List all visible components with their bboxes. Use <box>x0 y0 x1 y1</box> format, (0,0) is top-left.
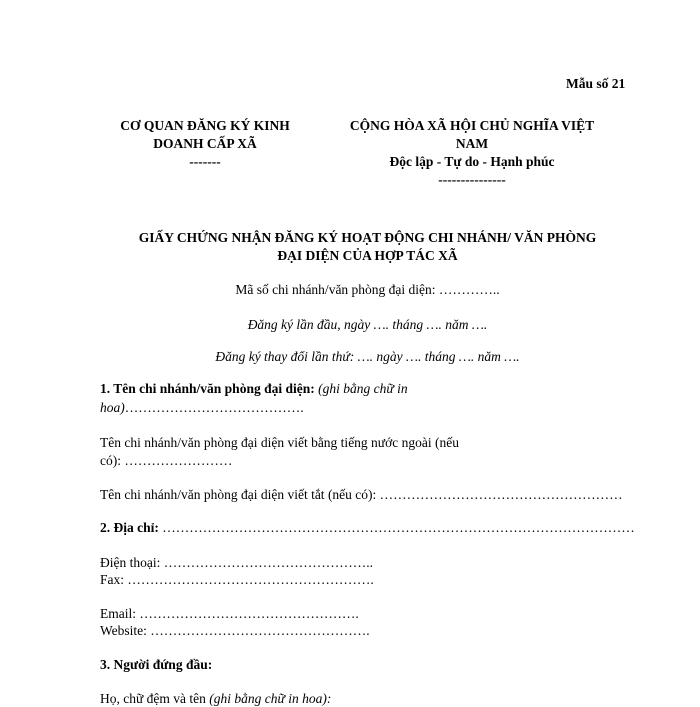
nation-line-2: NAM <box>455 136 489 151</box>
section1-note: (ghi bằng chữ in <box>318 381 408 396</box>
change-registration-line: Đăng ký thay đổi lần thứ: …. ngày …. tháng …. năm …. <box>215 349 520 364</box>
title-line-2: ĐẠI DIỆN CỦA HỢP TÁC XÃ <box>277 248 458 263</box>
section1-heading: 1. Tên chi nhánh/văn phòng đại diện: <box>100 381 315 396</box>
email-line: Email: …………………………………………. <box>100 606 359 621</box>
nation-line-1: CỘNG HÒA XÃ HỘI CHỦ NGHĨA VIỆT <box>349 118 595 133</box>
branch-code-line: Mã số chi nhánh/văn phòng đại diện: ………….. <box>235 282 500 297</box>
section1-name-dots: …………………………………. <box>124 400 304 415</box>
document-title <box>80 229 655 265</box>
fax-line: Fax: ………………………………………………. <box>100 572 374 587</box>
foreign-name-line-2: có): …………………… <box>100 453 233 468</box>
address-dots: …………………………………………………………………………………………… <box>162 520 635 535</box>
leader-name-label: Họ, chữ đệm và tên <box>100 691 206 706</box>
section1-name-line <box>100 400 304 416</box>
abbreviated-name-line: Tên chi nhánh/văn phòng đại diện viết tắt (nếu có): ……………………………………………… <box>100 487 623 502</box>
section3-heading: 3. Người đứng đầu: <box>100 657 213 672</box>
national-header <box>322 117 622 189</box>
agency-rule: ------- <box>189 154 221 169</box>
first-registration-line: Đăng ký lần đầu, ngày …. tháng …. năm …. <box>247 317 488 332</box>
agency-line-1: CƠ QUAN ĐĂNG KÝ KINH <box>120 118 290 133</box>
section1-note-cont: hoa) <box>100 400 125 415</box>
issuing-agency <box>100 117 310 171</box>
leader-name-line <box>100 691 331 707</box>
nation-rule: --------------- <box>438 172 506 187</box>
address-line <box>100 520 635 536</box>
leader-name-note: (ghi bằng chữ in hoa): <box>209 691 332 706</box>
foreign-name-line-1: Tên chi nhánh/văn phòng đại diện viết bằng tiếng nước ngoài (nếu <box>100 435 459 450</box>
agency-line-2: DOANH CẤP XÃ <box>153 136 257 151</box>
section1-heading-line <box>100 381 408 397</box>
section2-heading: 2. Địa chỉ: <box>100 520 159 535</box>
nation-motto: Độc lập - Tự do - Hạnh phúc <box>389 154 555 169</box>
website-line: Website: …………………………………………. <box>100 623 370 638</box>
title-line-1: GIẤY CHỨNG NHẬN ĐĂNG KÝ HOẠT ĐỘNG CHI NHÁNH/ VĂN PHÒNG <box>138 230 597 245</box>
form-number: Mẫu số 21 <box>566 76 626 91</box>
phone-line: Điện thoại: ……………………………………….. <box>100 555 373 570</box>
